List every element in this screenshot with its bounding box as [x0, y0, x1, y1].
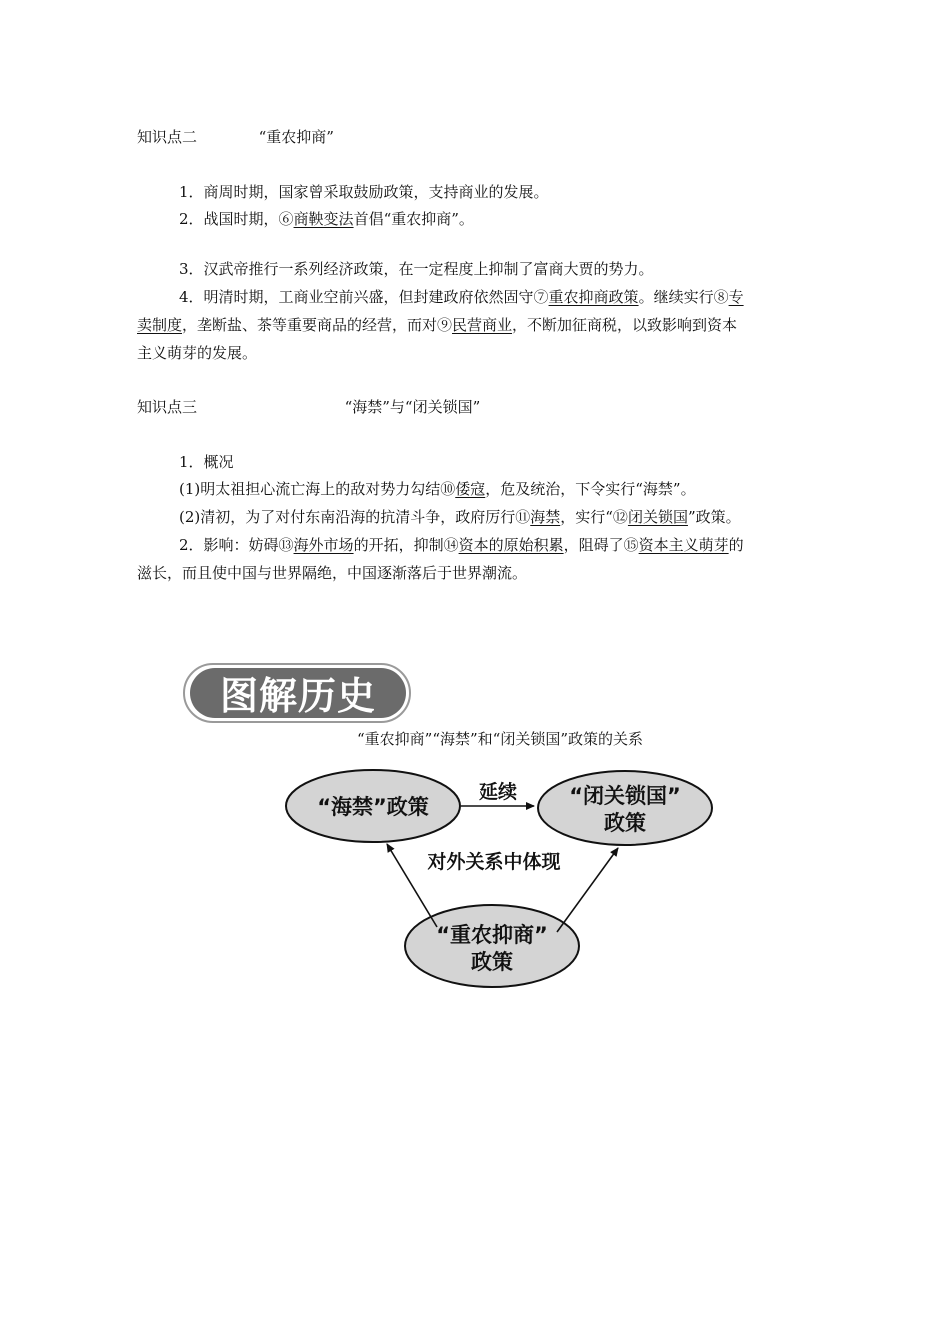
biguan-label-line-2: 政策	[604, 811, 646, 835]
section-3-title: “海禁”与“闭关锁国”	[344, 398, 481, 416]
illustrated-history-banner	[183, 660, 413, 724]
text-segment: 2．影响：妨碍⑬	[179, 536, 294, 554]
paragraph-3-1: 1．概况	[179, 453, 234, 471]
paragraph-2-1: 1．商周时期，国家曾采取鼓励政策，支持商业的发展。	[179, 183, 549, 201]
text-segment: ”政策。	[687, 508, 741, 526]
text-segment: ，实行“⑫	[560, 508, 628, 526]
paragraph-2-4-line-1	[179, 287, 744, 307]
text-segment: 2．战国时期，⑥	[179, 210, 294, 228]
answer-underline: 闭关锁国	[627, 508, 688, 526]
answer-underline: 倭寇	[455, 480, 486, 498]
banner-text: 图解历史	[219, 673, 376, 718]
section-2-title: “重农抑商”	[258, 128, 334, 146]
zhongnong-label-line-2: 政策	[471, 950, 513, 974]
answer-underline: 专	[728, 288, 744, 306]
section-3-label: 知识点三	[137, 398, 198, 416]
paragraph-3-2-line-2: 滋长，而且使中国与世界隔绝，中国逐渐落后于世界潮流。	[137, 564, 528, 582]
answer-underline: 资本主义萌芽	[638, 536, 729, 554]
paragraph-3-2-line-1	[179, 535, 744, 555]
section-2-heading	[137, 127, 334, 147]
paragraph-2-4-line-3: 主义萌芽的发展。	[137, 344, 258, 362]
answer-underline: 海禁	[530, 508, 561, 526]
text-segment: ，垄断盐、茶等重要商品的经营，而对⑨	[182, 316, 453, 334]
diagram-title: “重农抑商”“海禁”和“闭关锁国”政策的关系	[356, 730, 643, 748]
text-segment: 的	[728, 536, 744, 554]
haijin-label: “海禁”政策	[317, 795, 429, 819]
section-2-label: 知识点二	[137, 128, 198, 146]
answer-underline: 商鞅变法	[293, 210, 354, 228]
paragraph-2-2	[179, 209, 474, 229]
text-segment: ，不断加征商税，以致影响到资本	[512, 316, 738, 334]
text-segment: 的开拓，抑制⑭	[353, 536, 459, 554]
zhongnong-label-line-1: “重农抑商”	[436, 923, 548, 947]
answer-underline: 民营商业	[452, 316, 513, 334]
text-segment: 4．明清时期，工商业空前兴盛，但封建政府依然固守⑦	[179, 288, 549, 306]
paragraph-2-3: 3．汉武帝推行一系列经济政策，在一定程度上抑制了富商大贾的势力。	[179, 260, 654, 278]
text-segment: 首倡“重农抑商”。	[353, 210, 474, 228]
paragraph-3-1-1	[179, 479, 696, 499]
answer-underline: 卖制度	[137, 316, 183, 334]
text-segment: (2)清初，为了对付东南沿海的抗清斗争，政府厉行⑪	[179, 508, 531, 526]
text-segment: (1)明太祖担心流亡海上的敌对势力勾结⑩	[179, 480, 456, 498]
text-segment: ，危及统治，下令实行“海禁”。	[485, 480, 696, 498]
policy-relationship-diagram	[280, 760, 720, 1000]
edge-label-continue: 延续	[478, 781, 518, 803]
paragraph-3-1-2	[179, 507, 741, 527]
answer-underline: 海外市场	[293, 536, 354, 554]
answer-underline: 重农抑商政策	[548, 288, 639, 306]
paragraph-2-4-line-2	[137, 315, 737, 335]
text-segment: 。继续实行⑧	[638, 288, 729, 306]
section-3-heading	[137, 397, 480, 417]
answer-underline: 资本的原始积累	[458, 536, 564, 554]
biguan-label-line-1: “闭关锁国”	[569, 784, 681, 808]
edge-label-foreign-relations: 对外关系中体现	[427, 851, 561, 873]
text-segment: ，阻碍了⑮	[563, 536, 639, 554]
arrow-to-biguan	[557, 848, 618, 932]
